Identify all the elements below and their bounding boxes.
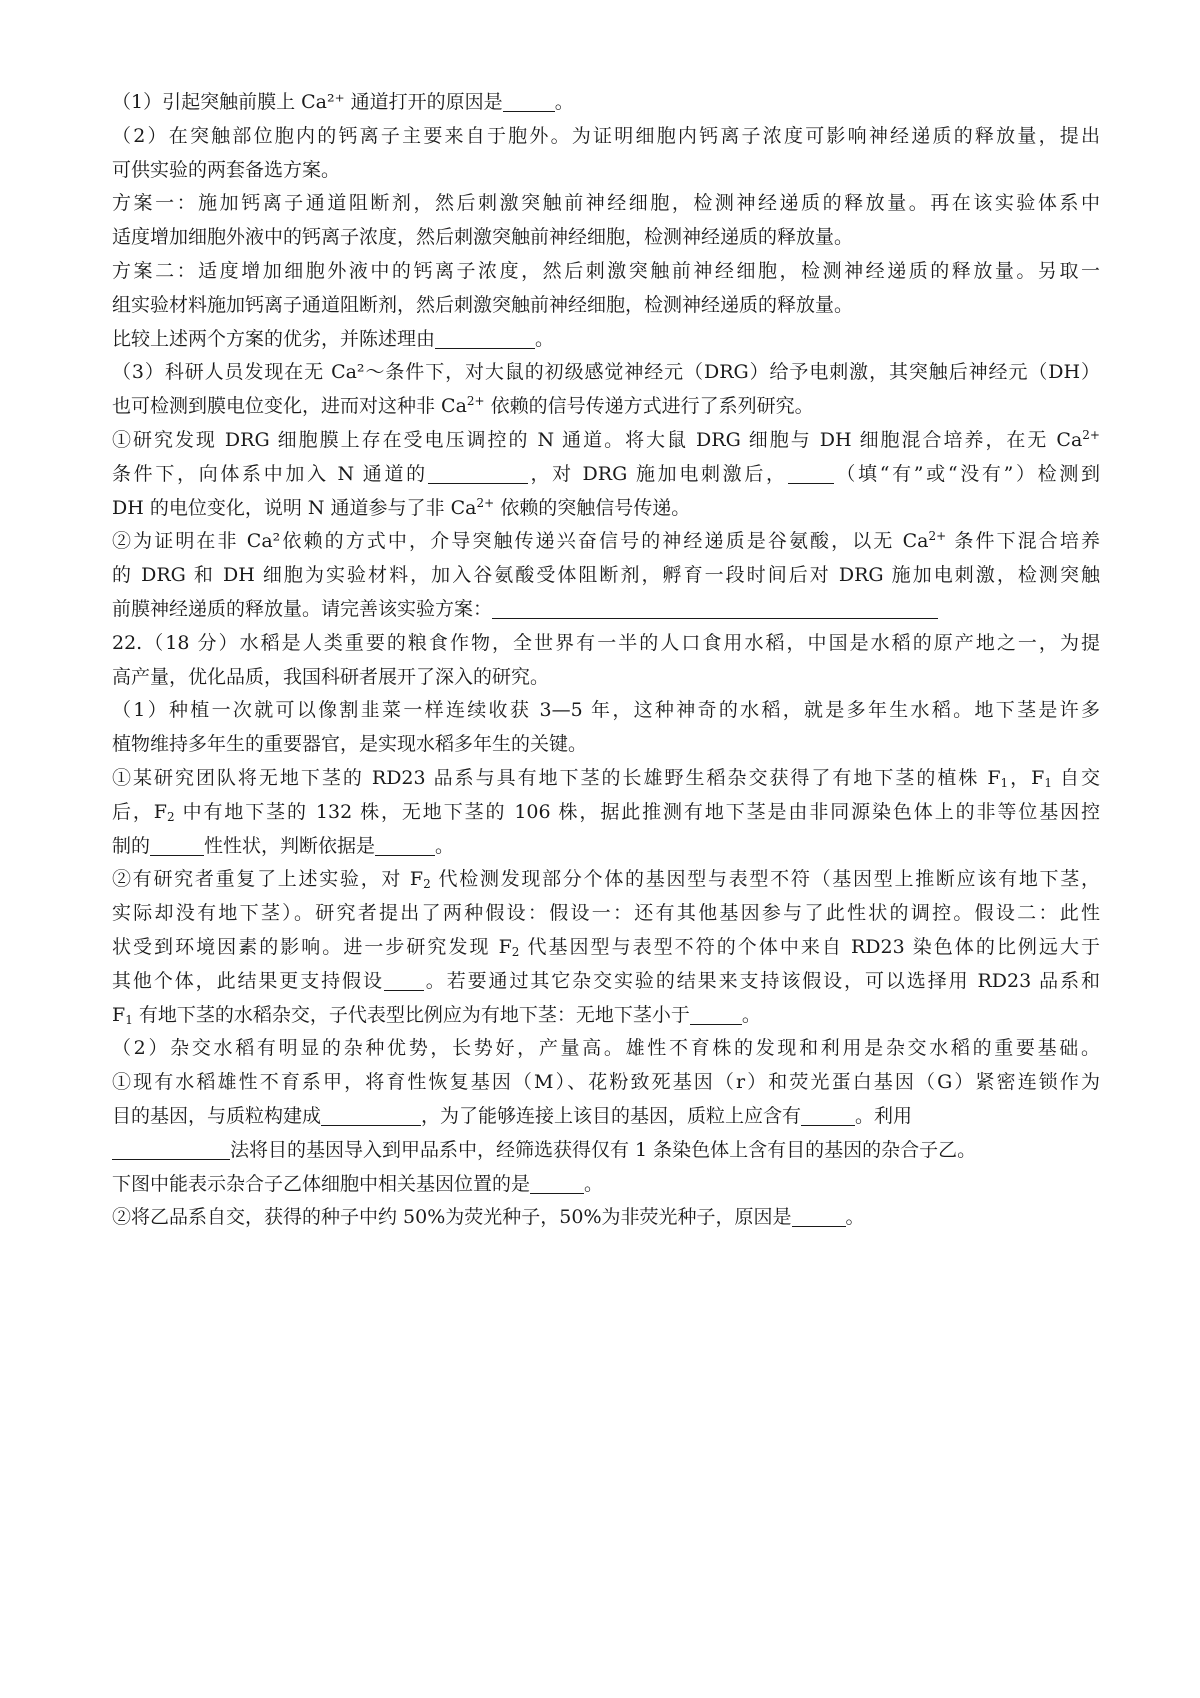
q22-part2: （2）杂交水稻有明显的杂种优势，长势好，产量高。雄性不育株的发现和利用是杂交水稻的重要基础。 [112, 1037, 1100, 1060]
question-content [112, 86, 1100, 1235]
plan-two-line1: 方案二：适度增加细胞外液中的钙离子浓度，然后刺激突触前神经细胞，检测神经递质的释放量。另取一 [112, 259, 1100, 282]
q22-sub2-line3: 状受到环境因素的影响。进一步研究发现 $F_2$ 代基因型与表型不符的个体中来自 RD23 染色体的比例远大于 [112, 935, 1100, 959]
answer-blank[interactable] [690, 1004, 742, 1025]
answer-blank[interactable] [530, 1173, 584, 1194]
answer-blank[interactable] [435, 328, 535, 349]
q22-part1-line2: 植物维持多年生的重要器官，是实现水稻多年生的关键。 [112, 733, 588, 756]
answer-blank[interactable] [428, 463, 528, 484]
q22-sub3-line4: 下图中能表示杂合子乙体细胞中相关基因位置的是 。 [112, 1172, 604, 1195]
sub2-line2: 的 DRG 和 DH 细胞为实验材料，加入谷氨酸受体阻断剂，孵育一段时间后对 DRG 施加电刺激，检测突触 [112, 564, 1100, 587]
q21-part3-line2: 也可检测到膜电位变化，进而对这种非 $Ca^{2+}$ 依赖的信号传递方式进行了系列研究。 [112, 394, 814, 418]
q22-sub3-line1: ①现有水稻雄性不育系甲，将育性恢复基因（M）、花粉致死基因（r）和荧光蛋白基因（G）紧密连锁作为 [112, 1071, 1100, 1094]
plan-two-line2: 组实验材料施加钙离子通道阻断剂，然后刺激突触前神经细胞，检测神经递质的释放量。 [112, 293, 854, 316]
q22-sub2-line4: 其他个体，此结果更支持假设 。若要通过其它杂交实验的结果来支持该假设，可以选择用 RD23 品系和 [112, 969, 1100, 992]
q22-sub3-line3: 法将目的基因导入到甲品系中，经筛选获得仅有 1 条染色体上含有目的基因的杂合子乙。 [112, 1134, 1100, 1168]
sub1-line1: ①研究发现 DRG 细胞膜上存在受电压调控的 N 通道。将大鼠 DRG 细胞与 DH 细胞混合培养，在无 $Ca^{2+}$ [112, 427, 1100, 451]
q22-sub2-line5: $F_1$ 有地下茎的水稻杂交，子代表型比例应为有地下茎：无地下茎小于 。 [112, 1003, 761, 1027]
answer-blank[interactable] [384, 970, 424, 991]
compare-plans: 比较上述两个方案的优劣，并陈述理由 。 [112, 327, 555, 350]
answer-blank[interactable] [788, 463, 834, 484]
answer-blank[interactable] [503, 91, 555, 112]
sub1-line2: 条件下，向体系中加入 N 通道的 ，对 DRG 施加电刺激后， （填“有”或“没有”）检测到 [112, 462, 1100, 485]
q22-sub2-line1: ②有研究者重复了上述实验，对 $F_2$ 代检测发现部分个体的基因型与表型不符（基因型上推断应该有地下茎， [112, 868, 1100, 892]
answer-blank[interactable] [321, 1105, 421, 1126]
q22-sub3-line2: 目的基因，与质粒构建成 ，为了能够连接上该目的基因，质粒上应含有 。利用 [112, 1104, 913, 1127]
answer-blank[interactable] [492, 598, 938, 619]
q22-header-line2: 高产量，优化品质，我国科研者展开了深入的研究。 [112, 665, 550, 688]
answer-blank[interactable] [375, 835, 435, 856]
q22-part1-line1: （1）种植一次就可以像割韭菜一样连续收获 3—5 年，这种神奇的水稻，就是多年生水稻。地下茎是许多 [112, 699, 1100, 722]
q22-sub2-line2: 实际却没有地下茎）。研究者提出了两种假设：假设一：还有其他基因参与了此性状的调控。假设二：此性 [112, 902, 1100, 925]
answer-blank[interactable] [792, 1206, 846, 1227]
plan-one-line2: 适度增加细胞外液中的钙离子浓度，然后刺激突触前神经细胞，检测神经递质的释放量。 [112, 226, 854, 249]
answer-blank[interactable] [150, 835, 204, 856]
answer-blank[interactable] [801, 1105, 855, 1126]
sub2-line1: ②为证明在非 Ca²依赖的方式中，介导突触传递兴奋信号的神经递质是谷氨酸，以无 $Ca^{2+}$ 条件下混合培养 [112, 529, 1100, 553]
q22-sub1-line1: ①某研究团队将无地下茎的 RD23 品系与具有地下茎的长雄野生稻杂交获得了有地下茎的植株 $F_1$，$F_1$ 自交 [112, 766, 1101, 790]
q21-part2-line2: 可供实验的两套备选方案。 [112, 158, 341, 181]
q22-header-line1: 22.（18 分）水稻是人类重要的粮食作物，全世界有一半的人口食用水稻，中国是水稻的原产地之一，为提 [112, 631, 1100, 654]
answer-blank[interactable] [112, 1139, 230, 1160]
q22-sub1-line3: 制的 性性状，判断依据是 。 [112, 834, 455, 857]
sub2-line3: 前膜神经递质的释放量。请完善该实验方案： [112, 593, 1100, 627]
sub1-line3: DH 的电位变化，说明 N 通道参与了非 $Ca^{2+}$ 依赖的突触信号传递。 [112, 495, 691, 519]
q22-sub1-line2: 后，$F_2$ 中有地下茎的 132 株，无地下茎的 106 株，据此推测有地下茎是由非同源染色体上的非等位基因控 [112, 800, 1100, 824]
plan-one-line1: 方案一：施加钙离子通道阻断剂，然后刺激突触前神经细胞，检测神经递质的释放量。再在该实验体系中 [112, 192, 1100, 215]
q22-sub4: ②将乙品系自交，获得的种子中约 50%为荧光种子，50%为非荧光种子，原因是 。 [112, 1206, 865, 1229]
q21-part1: （1）引起突触前膜上 Ca²⁺ 通道打开的原因是 。 [112, 91, 574, 113]
q21-part3-line1: （3）科研人员发现在无 Ca²～条件下，对大鼠的初级感觉神经元（DRG）给予电刺激，其突触后神经元（DH） [112, 361, 1100, 384]
q21-part2-line1: （2）在突触部位胞内的钙离子主要来自于胞外。为证明细胞内钙离子浓度可影响神经递质的释放量，提出 [112, 124, 1100, 147]
